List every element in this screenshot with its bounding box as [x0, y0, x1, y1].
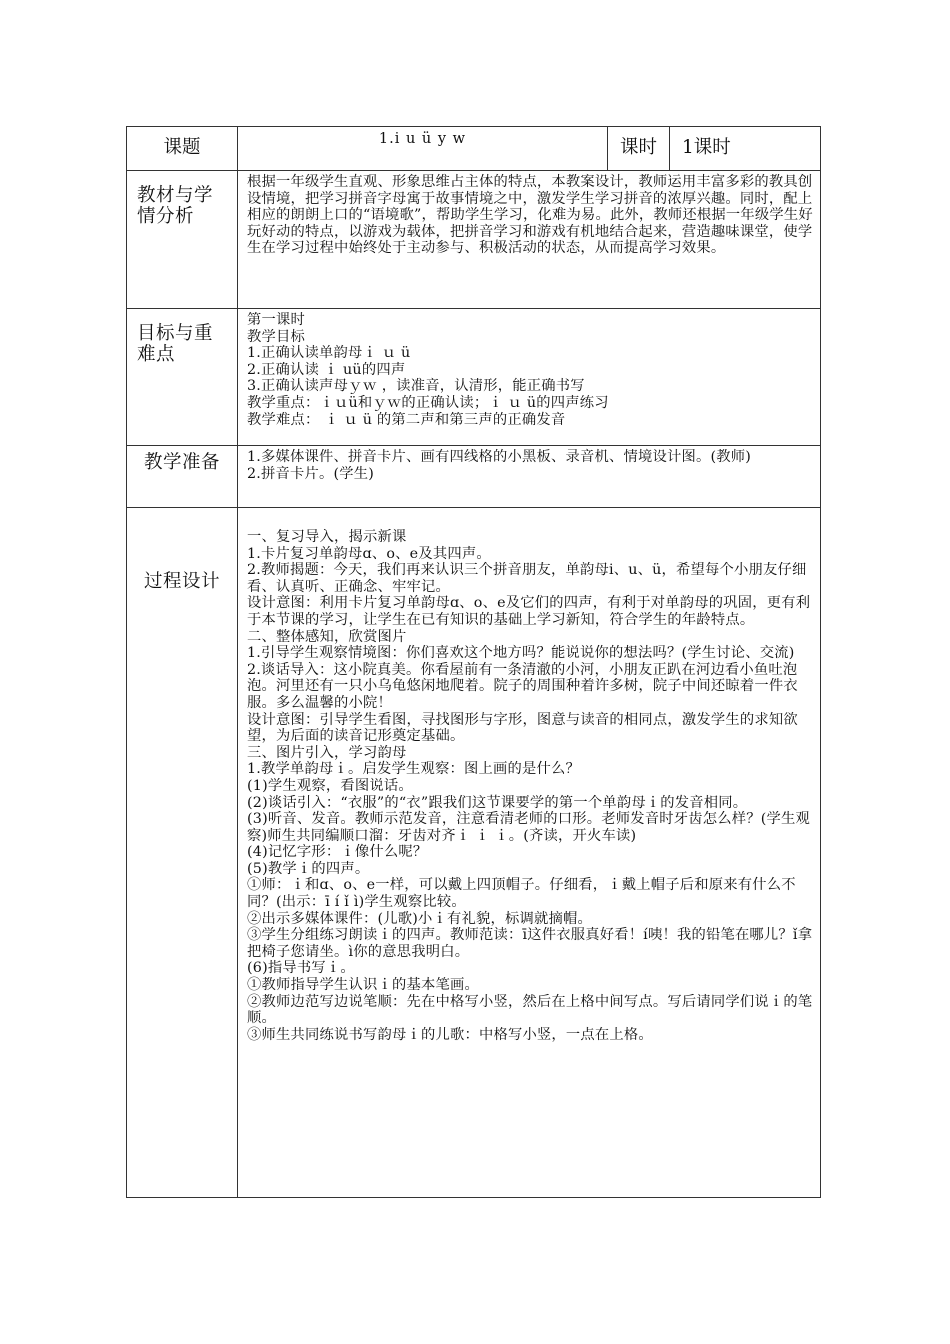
- process-line: 1.教学单韵母ｉ。启发学生观察：图上画的是什么？: [247, 761, 580, 778]
- prep-line: 1.多媒体课件、拼音卡片、画有四线格的小黑板、录音机、情境设计图。(教师): [247, 449, 751, 465]
- topic-value: 1.i u ü y w: [238, 127, 608, 171]
- goals-line: 1.正确认读单韵母ｉ ｕ ü: [247, 345, 411, 362]
- hours-label: 课时: [608, 127, 670, 171]
- process-line: ③学生分组练习朗读ｉ的四声。教师范读：ī这件衣服真好看！í咦！我的铅笔在哪儿？ǐ拿把椅子您请坐。ì你的意思我明白。: [247, 927, 813, 960]
- analysis-text: [238, 171, 821, 309]
- prep-row: [127, 446, 821, 508]
- process-line: ②出示多媒体课件：(儿歌)小ｉ有礼貌，标调就摘帽。: [247, 910, 592, 927]
- goals-line: 教学目标: [247, 328, 305, 345]
- process-line: (6)指导书写ｉ。: [247, 960, 355, 977]
- process-line: ①师：ｉ和ɑ、o、e一样，可以戴上四顶帽子。仔细看，ｉ戴上帽子后和原来有什么不同？(出示：ī í ǐ ì)学生观察比较。: [247, 877, 796, 911]
- process-line: (2)谈话引入：“衣服”的“衣”跟我们这节课要学的第一个单韵母ｉ的发音相同。: [247, 794, 748, 811]
- process-row: [127, 508, 821, 1198]
- process-line: 二、整体感知，欣赏图片: [247, 628, 407, 645]
- process-line: 设计意图：引导学生看图，寻找图形与字形，图意与读音的相同点，激发学生的求知欲望，为后面的读音记形奠定基础。: [247, 711, 798, 745]
- header-row: [127, 127, 821, 171]
- goals-content: [238, 309, 821, 446]
- process-line: ①教师指导学生认识ｉ的基本笔画。: [247, 977, 479, 994]
- process-line: 三、图片引入，学习韵母: [247, 744, 407, 761]
- process-line: 2.教师揭题：今天，我们再来认识三个拼音朋友，单韵母i、u、ü，希望每个小朋友仔细看、认真听、正确念、牢牢记。: [247, 562, 807, 595]
- process-line: ②教师边范写边说笔顺：先在中格写小竖，然后在上格中间写点。写后请同学们说ｉ的笔顺。: [247, 993, 813, 1027]
- goals-line: 教学难点： ｉ ｕ ü 的第二声和第三声的正确发音: [247, 411, 566, 428]
- goals-line: 第一课时: [247, 312, 305, 328]
- goals-label: 目标与重难点: [127, 309, 238, 446]
- process-line: ③师生共同练说书写韵母ｉ的儿歌：中格写小竖，一点在上格。: [247, 1026, 653, 1043]
- process-label: 过程设计: [127, 508, 238, 1198]
- analysis-row: [127, 171, 821, 309]
- goals-line: 2.正确认读 ｉ uü的四声: [247, 361, 406, 378]
- process-line: (4)记忆字形：ｉ像什么呢？: [247, 844, 428, 861]
- prep-line: 2.拼音卡片。(学生): [247, 465, 375, 482]
- process-line: 一、复习导入，揭示新课: [247, 529, 407, 545]
- analysis-paragraph: 根据一年级学生直观、形象思维占主体的特点，本教案设计，教师运用丰富多彩的教具创设情境，把学习拼音字母寓于故事情境之中，激发学生学习拼音的浓厚兴趣。同时，配上相应的朗朗上口的“语境歌”，帮助学生学习，化难为易。此外，教师还根据一年级学生好玩好动的特点，以游戏为载体，把拼音学习和游戏有机地结合起来，营造趣味课堂，使学生在学习过程中始终处于主动参与、积极活动的状态，从而提高学习效果。: [247, 174, 813, 257]
- analysis-label: 教材与学情分析: [127, 171, 238, 309]
- hours-value: 1课时: [670, 127, 821, 171]
- process-line: (5)教学ｉ的四声。: [247, 860, 370, 877]
- process-line: 设计意图：利用卡片复习单韵母ɑ、o、e及它们的四声，有利于对单韵母的巩固，更有利于本节课的学习，让学生在已有知识的基础上学习新知，符合学生的年龄特点。: [247, 595, 811, 628]
- goals-line: 教学重点：ｉｕü和ｙｗ的正确认读；ｉ ｕ ü的四声练习: [247, 394, 609, 411]
- goals-row: [127, 309, 821, 446]
- process-line: 1.卡片复习单韵母ɑ、o、e及其四声。: [247, 545, 491, 562]
- process-line: 2.谈话导入：这小院真美。你看屋前有一条清澈的小河，小朋友正趴在河边看小鱼吐泡泡。河里还有一只小乌龟悠闲地爬着。院子的周围种着许多树，院子中间还晾着一件衣服。多么温馨的小院！: [247, 661, 798, 711]
- process-line: 1.引导学生观察情境图：你们喜欢这个地方吗？能说说你的想法吗？(学生讨论、交流): [247, 645, 795, 662]
- topic-label: 课题: [127, 127, 238, 171]
- lesson-plan-table: [126, 126, 821, 1198]
- prep-content: [238, 446, 821, 508]
- prep-label: 教学准备: [127, 446, 238, 508]
- process-content: [238, 508, 821, 1198]
- process-line: (3)听音、发音。教师示范发音，注意看清老师的口形。老师发音时牙齿怎么样？(学生观察)师生共同编顺口溜：牙齿对齐ｉ ｉ ｉ。(齐读，开火车读): [247, 811, 811, 844]
- process-line: (1)学生观察，看图说话。: [247, 777, 413, 794]
- goals-line: 3.正确认读声母ｙｗ ，读准音，认清形，能正确书写: [247, 378, 585, 395]
